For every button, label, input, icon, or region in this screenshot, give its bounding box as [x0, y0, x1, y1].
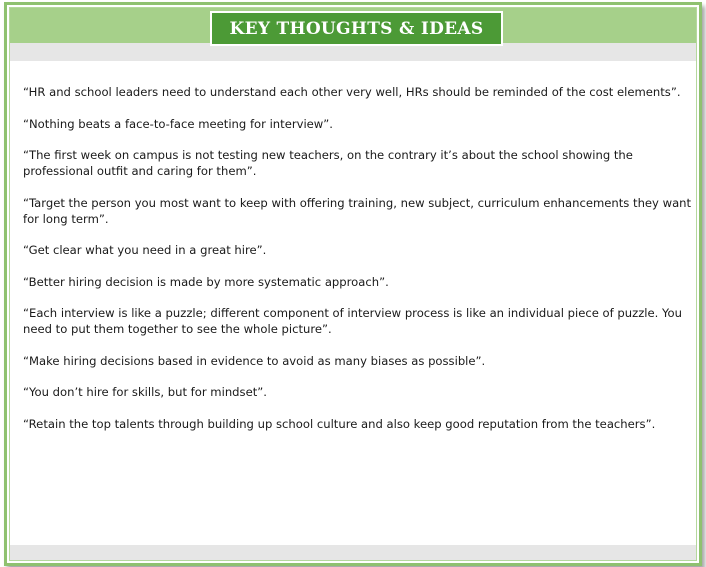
quote-item: “Retain the top talents through building up school culture and also keep good reputation from the teachers”.	[23, 416, 656, 431]
title-banner	[210, 11, 503, 46]
footer-grey-strip	[10, 545, 696, 560]
quote-item: “Nothing beats a face-to-face meeting for interview”.	[23, 116, 333, 131]
quotes-list	[23, 84, 693, 447]
quote-item: “Make hiring decisions based in evidence to avoid as many biases as possible”.	[23, 353, 486, 368]
quote-item: “Get clear what you need in a great hire”.	[23, 243, 267, 257]
panel-inner	[9, 7, 697, 561]
quote-item: “Each interview is like a puzzle; different component of interview process is like an individual piece of puzzle. You need to put them together to see the whole picture”.	[23, 306, 683, 336]
panel-title: KEY THOUGHTS & IDEAS	[229, 18, 484, 39]
quote-item: “You don’t hire for skills, but for mindset”.	[23, 385, 267, 399]
quote-item: “Target the person you most want to keep with offering training, new subject, curriculum enhancements they want for long term”.	[23, 195, 692, 226]
quote-item: “The first week on campus is not testing new teachers, on the contrary it’s about the school showing the professional outfit and caring for them”.	[23, 148, 633, 178]
key-thoughts-panel	[4, 2, 702, 566]
quote-item: “HR and school leaders need to understand each other very well, HRs should be reminded of the cost elements”.	[23, 85, 681, 99]
quote-item: “Better hiring decision is made by more systematic approach”.	[23, 274, 389, 289]
